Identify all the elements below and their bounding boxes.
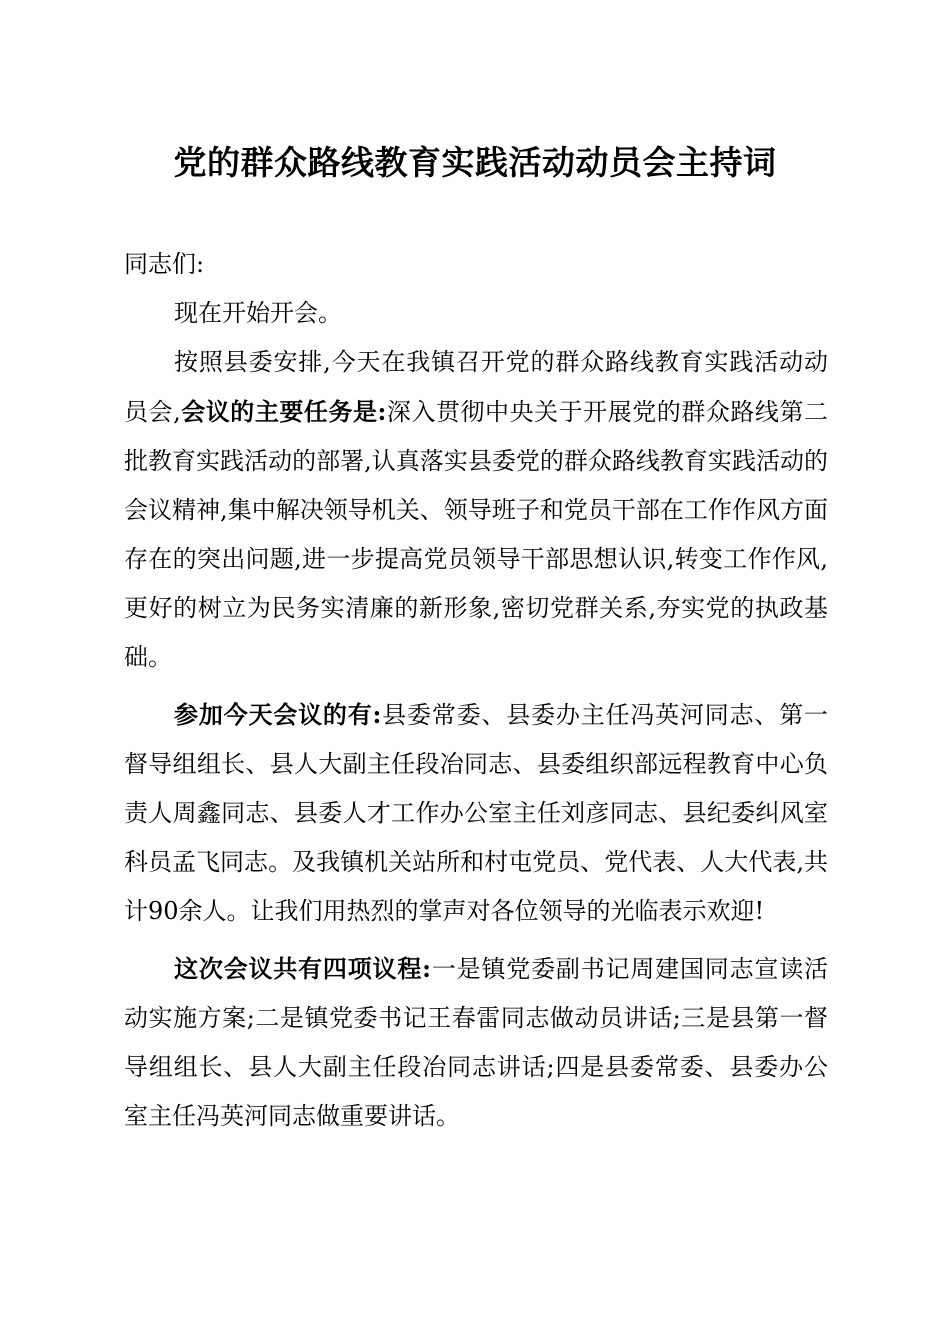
agenda-heading: 这次会议共有四项议程: (174, 954, 431, 983)
paragraph-attendees-text: 县委常委、县委办主任冯英河同志、第一督导组组长、县人大副主任段冶同志、县委组织部远程教育中心负责人周鑫同志、县委人才工作办公室主任刘彦同志、县纪委纠风室科员孟飞同志。及我镇机关站所和村屯党员、党代表、人大代表,共计90余人。让我们用热烈的掌声对各位领导的光临表示欢迎! (124, 701, 829, 925)
paragraph-attendees (124, 690, 828, 936)
paragraph-main-task-text: 深入贯彻中央关于开展党的群众路线第二批教育实践活动的部署,认真落实县委党的群众路线教育实践活动的会议精神,集中解决领导机关、领导班子和党员干部在工作作风方面存在的突出问题,进一步提高党员领导干部思想认识,转变工作作风,更好的树立为民务实清廉的新形象,密切党群关系,夯实党的执政基础。 (124, 398, 828, 671)
document-title: 党的群众路线教育实践活动动员会主持词 (173, 143, 777, 182)
paragraph-agenda (124, 944, 828, 1141)
paragraph-agenda-text: 一是镇党委副书记周建国同志宣读活动实施方案;二是镇党委书记王春雷同志做动员讲话;三是县第一督导组组长、县人大副主任段冶同志讲话;四是县委常委、县委办公室主任冯英河同志做重要讲话。 (124, 955, 829, 1130)
document-body (124, 240, 828, 1141)
attendees-heading: 参加今天会议的有: (174, 700, 382, 729)
main-task-heading: 会议的主要任务是: (180, 397, 387, 426)
paragraph-main-task-lead: 按照县委安排,今天在我镇召开党的群众路线教育实践活动动员会, (124, 348, 828, 426)
opening-line: 现在开始开会。 (174, 299, 342, 327)
salutation: 同志们: (124, 250, 205, 278)
paragraph-main-task (124, 338, 828, 682)
